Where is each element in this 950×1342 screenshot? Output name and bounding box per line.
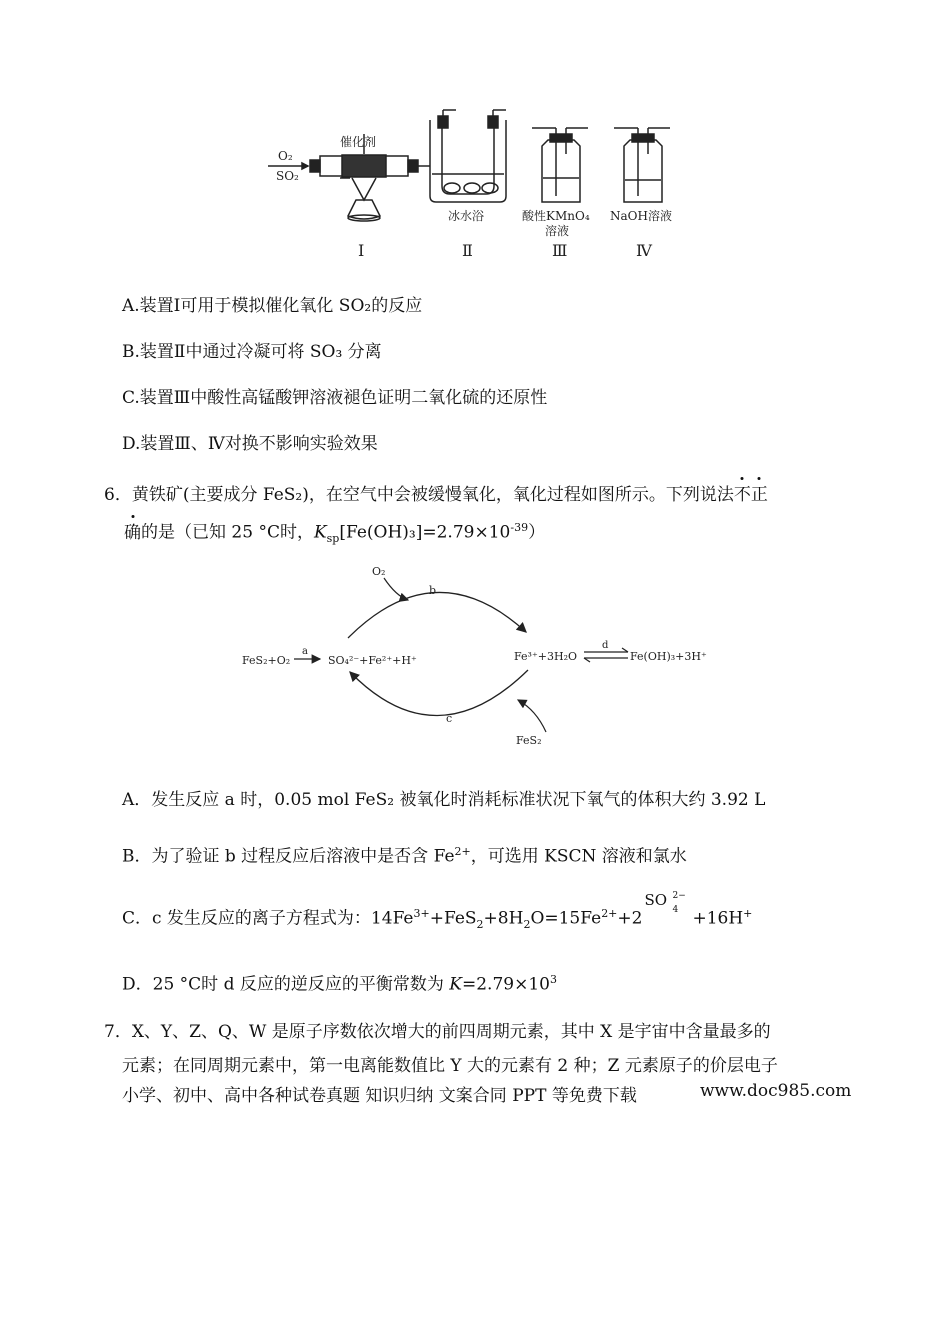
kmno4-label-2: 溶液	[545, 224, 570, 238]
device-2	[430, 110, 506, 202]
device-4	[614, 128, 670, 202]
ksp-sub: sp	[326, 532, 340, 546]
fes2-label: FeS₂	[516, 734, 542, 747]
catalyst-label: 催化剂	[340, 135, 377, 149]
q6-option-c: C．c 发生反应的离子方程式为：$14Fe^{3+}+FeS_2+8H_2O=15Fe^{2+}+2$ SO 2− 4 +16H+	[122, 891, 753, 932]
oxidation-cycle-diagram	[236, 560, 736, 752]
q5-option-b: B.装置Ⅱ中通过冷凝可将 SO₃ 分离	[122, 342, 382, 362]
d-label: d	[602, 640, 609, 651]
a-label: a	[302, 646, 308, 657]
ice-bath-label: 冰水浴	[448, 209, 485, 223]
q6-stem-line2	[124, 517, 545, 550]
fe3-side: Fe³⁺+3H₂O	[514, 650, 577, 663]
naoh-label: NaOH溶液	[610, 209, 672, 223]
q6-option-d: D．25 °C时 d 反应的逆反应的平衡常数为 $K=2.79\times 10^3$	[122, 973, 557, 995]
footer-url[interactable]: www.doc985.com	[700, 1081, 852, 1101]
ksp-exp: -39	[510, 521, 529, 534]
q7-line1: 7．X、Y、Z、Q、W 是原子序数依次增大的前四周期元素，其中 X 是宇宙中含量最多的	[104, 1022, 771, 1042]
q6-option-a: A．发生反应 a 时，0.05 mol FeS₂ 被氧化时消耗标准状况下氧气的体积大约 3.92 L	[122, 790, 766, 810]
q7-line2: 元素；在同周期元素中，第一电离能数值比 Y 大的元素有 2 种；Z 元素原子的价层电子	[122, 1056, 778, 1076]
q6-number: 6．	[104, 485, 132, 505]
b-label: b	[429, 584, 437, 597]
numeral-4: Ⅳ	[636, 241, 652, 260]
q6-stem-start: 黄铁矿(主要成分 FeS₂)，在空气中会被缓慢氧化，氧化过程如图所示。下列说法	[131, 485, 734, 505]
device-3	[532, 128, 588, 202]
fes2-feed-arrow	[518, 700, 546, 732]
numeral-1: Ⅰ	[358, 241, 365, 260]
sulfate-ion: SO 2− 4	[644, 891, 686, 915]
q6-option-b: B．为了验证 b 过程反应后溶液中是否含 $Fe^{2+}$，可选用 KSCN 溶液和氯水	[122, 845, 687, 867]
ksp-k: K	[313, 522, 327, 543]
o2-label: O₂	[372, 565, 386, 578]
left-products: SO₄²⁻+Fe²⁺+H⁺	[328, 654, 417, 667]
q6-emphasis-2: 正	[751, 485, 768, 505]
arc-b	[348, 592, 526, 638]
o2-feed-arrow	[384, 578, 408, 600]
so2-input-label: SO₂	[276, 169, 299, 183]
q5-option-c: C.装置Ⅲ中酸性高锰酸钾溶液褪色证明二氧化硫的还原性	[122, 388, 548, 408]
apparatus-figure	[260, 108, 700, 268]
q6-stem-end: 的是（已知 25 °C时，	[141, 522, 314, 543]
q6-emphasis-1: 不	[734, 485, 751, 505]
q6-emphasis-3: 确	[124, 523, 141, 543]
numeral-3: Ⅲ	[552, 241, 568, 260]
left-reactants: FeS₂+O₂	[242, 654, 291, 667]
q5-option-a: A.装置Ⅰ可用于模拟催化氧化 SO₂的反应	[122, 296, 423, 316]
c-label: c	[446, 712, 453, 725]
arc-c	[350, 670, 528, 716]
q5-option-d: D.装置Ⅲ、Ⅳ对换不影响实验效果	[122, 434, 378, 454]
q6-stem-close: ）	[528, 522, 546, 543]
numeral-2: Ⅱ	[462, 241, 473, 260]
kmno4-label: 酸性KMnO₄	[522, 209, 590, 223]
q6-stem-line1	[104, 484, 768, 506]
feoh-side: Fe(OH)₃+3H⁺	[630, 650, 707, 663]
o2-input-label: O₂	[278, 149, 293, 163]
ksp-rest: [Fe(OH)₃]=2.79×10	[339, 522, 511, 543]
footer-text: 小学、初中、高中各种试卷真题 知识归纳 文案合同 PPT 等免费下载	[122, 1086, 637, 1106]
